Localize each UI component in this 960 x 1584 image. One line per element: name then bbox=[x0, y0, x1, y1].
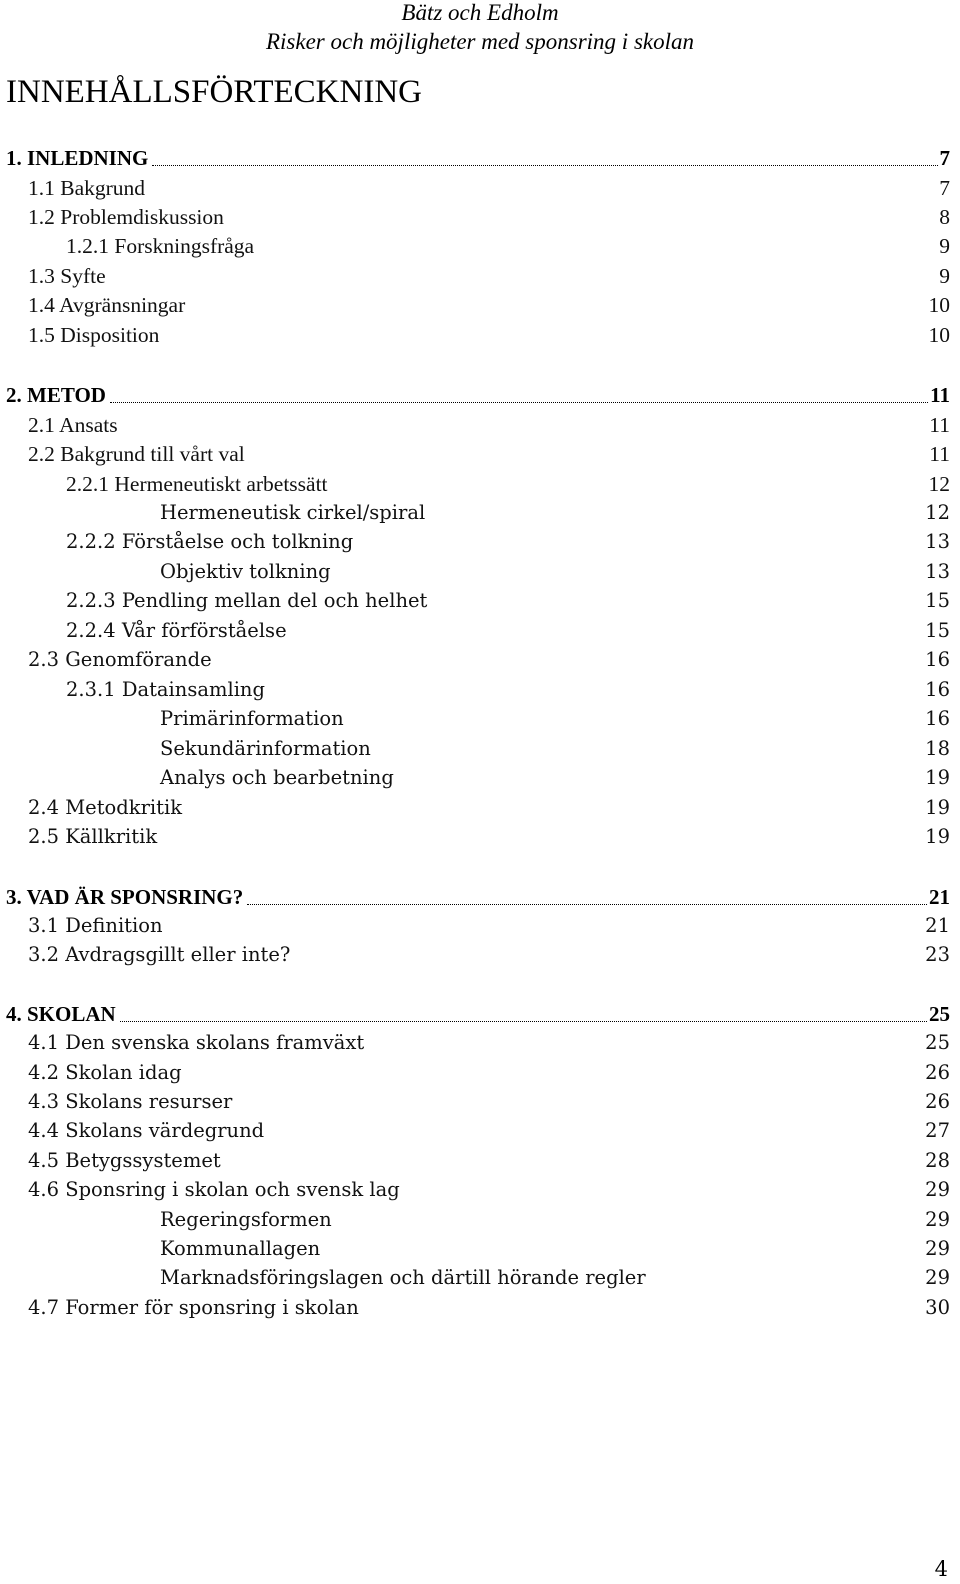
toc-entry bbox=[0, 410, 960, 440]
toc-entry-page: 7 bbox=[939, 176, 950, 200]
toc-entry bbox=[0, 940, 960, 970]
toc-entry-label: 1.4 Avgränsningar bbox=[28, 293, 186, 317]
toc-entry-page: 19 bbox=[925, 766, 950, 789]
toc-entry bbox=[0, 202, 960, 232]
toc-entry bbox=[0, 527, 960, 557]
toc-entry bbox=[0, 1116, 960, 1146]
toc-entry-label: 4.1 Den svenska skolans framväxt bbox=[28, 1031, 365, 1054]
toc-entry-label: 3.2 Avdragsgillt eller inte? bbox=[28, 943, 291, 966]
toc-chapter-entry bbox=[0, 882, 960, 912]
toc-entry-page: 21 bbox=[929, 885, 950, 909]
toc-entry-label: Objektiv tolkning bbox=[160, 560, 331, 583]
toc-entry-page: 13 bbox=[925, 530, 950, 553]
toc-entry-label: 2. METOD bbox=[6, 383, 106, 407]
toc-entry-page: 26 bbox=[925, 1090, 950, 1113]
toc-entry-page: 16 bbox=[925, 648, 950, 671]
toc-entry-label: 1.1 Bakgrund bbox=[28, 176, 146, 200]
toc-entry-label: Primärinformation bbox=[160, 707, 344, 730]
toc-entry-label: Hermeneutisk cirkel/spiral bbox=[160, 501, 426, 524]
toc-entry bbox=[0, 645, 960, 675]
toc-entry-label: Marknadsföringslagen och därtill hörande regler bbox=[160, 1266, 646, 1289]
toc-entry-label: 1.2.1 Forskningsfråga bbox=[66, 234, 255, 258]
toc-entry-page: 10 bbox=[928, 323, 950, 347]
toc-entry bbox=[0, 1146, 960, 1176]
toc-entry-label: 2.2.2 Förståelse och tolkning bbox=[66, 530, 354, 553]
toc-entry-label: 1.2 Problemdiskussion bbox=[28, 205, 224, 229]
toc-entry-label: 1.3 Syfte bbox=[28, 264, 106, 288]
toc-entry bbox=[0, 1087, 960, 1117]
toc-dot-leader bbox=[120, 1021, 927, 1022]
toc-entry bbox=[0, 1234, 960, 1264]
toc-entry-page: 12 bbox=[928, 472, 950, 496]
toc-entry bbox=[0, 734, 960, 764]
toc-entry bbox=[0, 320, 960, 350]
toc-entry bbox=[0, 616, 960, 646]
toc-entry bbox=[0, 1205, 960, 1235]
toc-entry-page: 23 bbox=[925, 943, 950, 966]
toc-entry-label: 4.6 Sponsring i skolan och svensk lag bbox=[28, 1178, 400, 1201]
toc-entry-page: 29 bbox=[925, 1208, 950, 1231]
toc-entry-page: 18 bbox=[925, 737, 950, 760]
toc-entry-page: 29 bbox=[925, 1178, 950, 1201]
toc-entry-page: 12 bbox=[925, 501, 950, 524]
toc-entry-page: 25 bbox=[925, 1031, 950, 1054]
toc-entry bbox=[0, 1028, 960, 1058]
toc-entry-page: 30 bbox=[925, 1296, 950, 1319]
toc-entry-page: 27 bbox=[925, 1119, 950, 1142]
toc-entry-page: 21 bbox=[925, 914, 950, 937]
toc-entry-label: 2.3.1 Datainsamling bbox=[66, 678, 265, 701]
toc-entry-label: Sekundärinformation bbox=[160, 737, 371, 760]
toc-entry-label: 4.7 Former för sponsring i skolan bbox=[28, 1296, 359, 1319]
toc-entry-page: 7 bbox=[939, 146, 950, 170]
toc-dot-leader bbox=[152, 165, 937, 166]
toc-entry-page: 19 bbox=[925, 796, 950, 819]
toc-entry-page: 13 bbox=[925, 560, 950, 583]
toc-entry bbox=[0, 911, 960, 941]
toc-entry bbox=[0, 290, 960, 320]
toc-entry-page: 19 bbox=[925, 825, 950, 848]
toc-entry bbox=[0, 793, 960, 823]
toc-entry-label: 2.2.4 Vår förförståelse bbox=[66, 619, 287, 642]
toc-entry bbox=[0, 1293, 960, 1323]
toc-entry bbox=[0, 704, 960, 734]
toc-entry bbox=[0, 822, 960, 852]
toc-entry bbox=[0, 763, 960, 793]
toc-entry-label: 4.2 Skolan idag bbox=[28, 1061, 182, 1084]
toc-entry-page: 8 bbox=[939, 205, 950, 229]
toc-entry bbox=[0, 498, 960, 528]
toc-entry-page: 10 bbox=[928, 293, 950, 317]
toc-entry-page: 9 bbox=[939, 234, 950, 258]
toc-entry bbox=[0, 439, 960, 469]
toc-dot-leader bbox=[110, 402, 928, 403]
toc-chapter-entry bbox=[0, 143, 960, 173]
toc-entry-label: 4.4 Skolans värdegrund bbox=[28, 1119, 265, 1142]
toc-entry-label: 2.2.1 Hermeneutiskt arbetssätt bbox=[66, 472, 328, 496]
toc-entry-page: 9 bbox=[939, 264, 950, 288]
header-document-title: Risker och möjligheter med sponsring i skolan bbox=[265, 29, 694, 54]
toc-entry-label: 3. VAD ÄR SPONSRING? bbox=[6, 885, 244, 909]
toc-entry bbox=[0, 1058, 960, 1088]
page-number: 4 bbox=[934, 1557, 948, 1581]
toc-entry bbox=[0, 469, 960, 499]
toc-chapter-entry bbox=[0, 999, 960, 1029]
toc-entry-label: 4. SKOLAN bbox=[6, 1002, 116, 1026]
header-authors: Bätz och Edholm bbox=[401, 0, 559, 25]
toc-entry-label: 4.3 Skolans resurser bbox=[28, 1090, 233, 1113]
toc-entry bbox=[0, 557, 960, 587]
toc-entry-page: 16 bbox=[925, 678, 950, 701]
toc-entry bbox=[0, 173, 960, 203]
toc-entry-label: 2.2.3 Pendling mellan del och helhet bbox=[66, 589, 428, 612]
toc-entry-page: 29 bbox=[925, 1266, 950, 1289]
toc-entry bbox=[0, 1263, 960, 1293]
toc-entry bbox=[0, 261, 960, 291]
toc-heading: INNEHÅLLSFÖRTECKNING bbox=[6, 74, 422, 110]
toc-entry-label: 2.3 Genomförande bbox=[28, 648, 212, 671]
toc-entry bbox=[0, 1175, 960, 1205]
toc-entry-page: 11 bbox=[930, 383, 950, 407]
toc-entry-page: 16 bbox=[925, 707, 950, 730]
toc-entry-label: 1.5 Disposition bbox=[28, 323, 160, 347]
toc-entry-label: Regeringsformen bbox=[160, 1208, 332, 1231]
toc-entry bbox=[0, 231, 960, 261]
toc-entry-label: Kommunallagen bbox=[160, 1237, 321, 1260]
toc-entry bbox=[0, 586, 960, 616]
toc-entry-label: 2.2 Bakgrund till vårt val bbox=[28, 442, 245, 466]
toc-entry-page: 25 bbox=[929, 1002, 950, 1026]
toc-entry-page: 15 bbox=[925, 619, 950, 642]
toc-entry-page: 11 bbox=[929, 442, 950, 466]
toc-entry bbox=[0, 675, 960, 705]
toc-entry-label: 2.1 Ansats bbox=[28, 413, 118, 437]
toc-entry-page: 11 bbox=[929, 413, 950, 437]
toc-entry-label: Analys och bearbetning bbox=[160, 766, 394, 789]
toc-entry-label: 2.4 Metodkritik bbox=[28, 796, 183, 819]
toc-entry-label: 1. INLEDNING bbox=[6, 146, 149, 170]
toc-entry-label: 2.5 Källkritik bbox=[28, 825, 158, 848]
toc-entry-page: 15 bbox=[925, 589, 950, 612]
toc-entry-page: 26 bbox=[925, 1061, 950, 1084]
toc-entry-label: 3.1 Definition bbox=[28, 914, 163, 937]
toc-dot-leader bbox=[247, 904, 927, 905]
toc-entry-page: 29 bbox=[925, 1237, 950, 1260]
toc-entry-page: 28 bbox=[925, 1149, 950, 1172]
toc-entry-label: 4.5 Betygssystemet bbox=[28, 1149, 221, 1172]
toc-chapter-entry bbox=[0, 380, 960, 410]
